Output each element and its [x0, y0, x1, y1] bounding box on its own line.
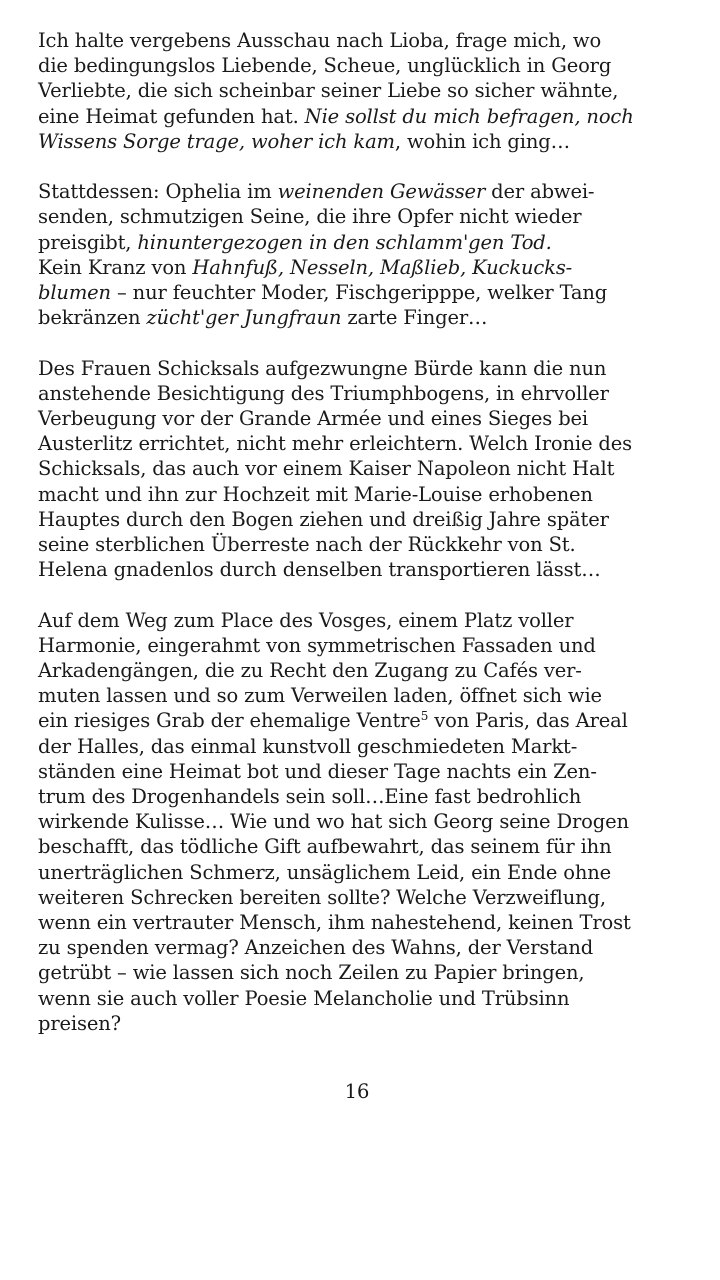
text-line: [38, 910, 688, 935]
page-body: [38, 28, 688, 1036]
text-run: , wohin ich ging…: [394, 129, 570, 153]
text-line: [38, 708, 688, 733]
text-line: [38, 255, 688, 280]
text-line: [38, 809, 688, 834]
text-run: die bedingungslos Liebende, Scheue, unglücklich in Georg: [38, 54, 612, 78]
text-run: getrübt – wie lassen sich noch Zeilen zu Papier bringen,: [38, 961, 585, 985]
text-run: Verliebte, die sich scheinbar seiner Liebe so sicher wähnte,: [38, 79, 619, 103]
text-run: Harmonie, eingerahmt von symmetrischen Fassaden und: [38, 633, 596, 657]
text-run: muten lassen und so zum Verweilen laden, öffnet sich wie: [38, 684, 602, 708]
text-line: [38, 759, 688, 784]
text-run: wenn sie auch voller Poesie Melancholie und Trübsinn: [38, 986, 570, 1010]
text-run: Schicksals, das auch vor einem Kaiser Napoleon nicht Halt: [38, 457, 615, 481]
paragraph-2: [38, 179, 688, 330]
paragraph-1: [38, 28, 688, 154]
text-run: zu spenden vermag? Anzeichen des Wahns, der Verstand: [38, 936, 594, 960]
text-line: [38, 683, 688, 708]
text-run: ein riesiges Grab der ehemalige Ventre: [38, 709, 421, 733]
text-line: [38, 230, 688, 255]
text-run: macht und ihn zur Hochzeit mit Marie-Louise erhobenen: [38, 482, 593, 506]
text-run: anstehende Besichtigung des Triumphbogens, in ehrvoller: [38, 381, 609, 405]
text-line: [38, 532, 688, 557]
text-run: der Halles, das einmal kunstvoll geschmiedeten Markt-: [38, 734, 578, 758]
text-run: eine Heimat gefunden hat.: [38, 104, 305, 128]
text-line: [38, 935, 688, 960]
text-run: Helena gnadenlos durch denselben transportieren lässt…: [38, 558, 601, 582]
footnote-marker: 5: [420, 709, 429, 724]
italic-text: blumen: [38, 281, 111, 305]
paragraph-gap: [38, 582, 688, 607]
text-line: [38, 658, 688, 683]
text-line: [38, 734, 688, 759]
text-line: [38, 280, 688, 305]
text-run: wirkende Kulisse… Wie und wo hat sich Georg seine Drogen: [38, 810, 629, 834]
text-line: [38, 885, 688, 910]
text-line: [38, 482, 688, 507]
text-line: [38, 356, 688, 381]
text-run: wenn ein vertrauter Mensch, ihm nahestehend, keinen Trost: [38, 911, 631, 935]
text-line: [38, 608, 688, 633]
text-line: [38, 129, 688, 154]
text-run: der abwei-: [485, 180, 595, 204]
italic-text: Hahnfuß, Nesseln, Maßlieb, Kuckucks-: [192, 255, 573, 279]
text-line: [38, 104, 688, 129]
text-line: [38, 204, 688, 229]
italic-text: Nie sollst du mich befragen, noch: [304, 104, 634, 128]
text-run: zarte Finger…: [341, 306, 488, 330]
paragraph-gap: [38, 154, 688, 179]
italic-text: weinenden Gewässer: [277, 180, 486, 204]
paragraph-gap: [38, 330, 688, 355]
text-run: – nur feuchter Moder, Fischgeripppe, welker Tang: [110, 281, 608, 305]
text-run: preisen?: [38, 1011, 121, 1035]
paragraph-4: [38, 608, 688, 1036]
text-line: [38, 633, 688, 658]
text-line: [38, 305, 688, 330]
text-line: [38, 557, 688, 582]
text-line: [38, 53, 688, 78]
text-run: senden, schmutzigen Seine, die ihre Opfer nicht wieder: [38, 205, 582, 229]
text-run: bekränzen: [38, 306, 147, 330]
text-line: [38, 456, 688, 481]
text-line: [38, 28, 688, 53]
text-line: [38, 960, 688, 985]
text-run: preisgibt,: [38, 230, 138, 254]
italic-text: zücht'ger Jungfraun: [146, 306, 342, 330]
text-line: [38, 507, 688, 532]
text-run: Des Frauen Schicksals aufgezwungne Bürde kann die nun: [38, 356, 607, 380]
text-line: [38, 860, 688, 885]
text-run: von Paris, das Areal: [428, 709, 628, 733]
text-run: Kein Kranz von: [38, 255, 193, 279]
text-line: [38, 431, 688, 456]
text-run: Stattdessen: Ophelia im: [38, 180, 278, 204]
text-run: Austerlitz errichtet, nicht mehr erleichtern. Welch Ironie des: [38, 432, 633, 456]
text-run: Ich halte vergebens Ausschau nach Lioba, frage mich, wo: [38, 29, 602, 52]
text-run: Hauptes durch den Bogen ziehen und dreißig Jahre später: [38, 507, 609, 531]
text-run: Verbeugung vor der Grande Armée und eines Sieges bei: [38, 407, 589, 431]
paragraph-3: [38, 356, 688, 583]
text-run: Arkadengängen, die zu Recht den Zugang zu Cafés ver-: [38, 659, 582, 683]
text-run: seine sterblichen Überreste nach der Rückkehr von St.: [38, 533, 576, 557]
text-line: [38, 78, 688, 103]
text-run: weiteren Schrecken bereiten sollte? Welche Verzweiflung,: [38, 885, 606, 909]
text-line: [38, 784, 688, 809]
text-line: [38, 179, 688, 204]
text-run: beschafft, das tödliche Gift aufbewahrt, das seinem für ihn: [38, 835, 612, 859]
text-run: ständen eine Heimat bot und dieser Tage nachts ein Zen-: [38, 759, 597, 783]
page-number: 16: [344, 1080, 370, 1103]
text-line: [38, 834, 688, 859]
text-run: trum des Drogenhandels sein soll…Eine fast bedrohlich: [38, 785, 582, 809]
text-run: unerträglichen Schmerz, unsäglichem Leid, ein Ende ohne: [38, 860, 612, 884]
italic-text: Wissens Sorge trage, woher ich kam: [38, 129, 395, 153]
text-line: [38, 1011, 688, 1036]
text-run: Auf dem Weg zum Place des Vosges, einem Platz voller: [38, 608, 574, 632]
italic-text: hinuntergezogen in den schlamm'gen Tod.: [137, 230, 552, 254]
text-line: [38, 381, 688, 406]
text-line: [38, 406, 688, 431]
text-line: [38, 986, 688, 1011]
